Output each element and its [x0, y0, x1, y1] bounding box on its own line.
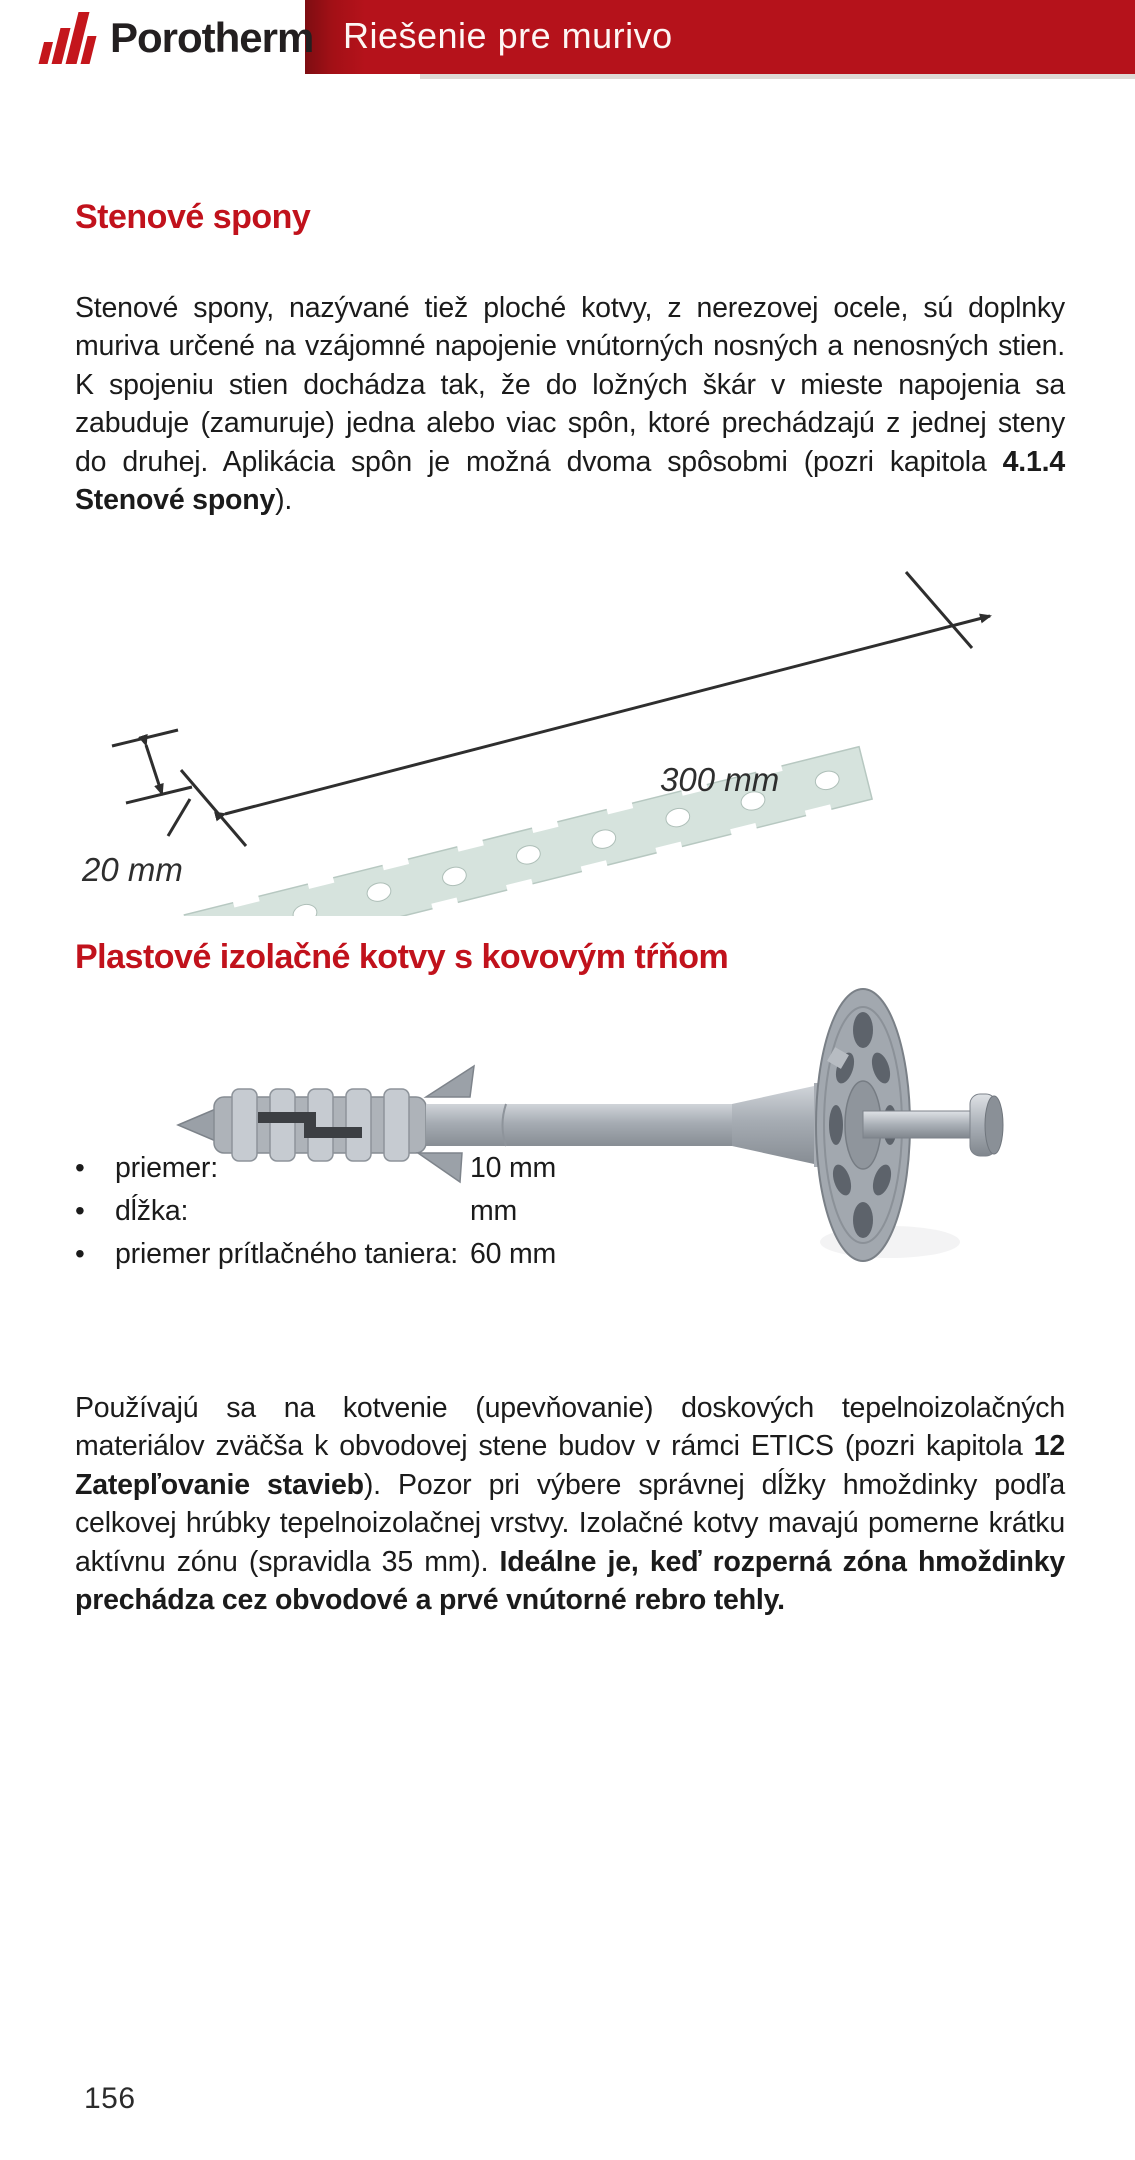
- length-label: 300 mm: [660, 761, 780, 798]
- anchor-expansion-zone: [214, 1089, 426, 1161]
- spec-value: mm: [470, 1195, 518, 1227]
- width-label: 20 mm: [82, 851, 183, 888]
- spec-value: 10 mm: [470, 1152, 557, 1184]
- spec-label: priemer prítlačného taniera:: [115, 1238, 458, 1270]
- porotherm-flame-icon: [38, 10, 100, 66]
- spec-row-diameter: [75, 1152, 695, 1195]
- header-banner-title: Riešenie pre murivo: [343, 15, 673, 57]
- bullet-icon: •: [75, 1238, 85, 1269]
- bullet-icon: •: [75, 1152, 85, 1183]
- bullet-icon: •: [75, 1195, 85, 1226]
- wall-tie-figure: [60, 556, 1000, 916]
- anchor-shaft: [426, 1104, 732, 1146]
- section2-title: Plastové izolačné kotvy s kovovým tŕňom: [75, 938, 729, 976]
- dimension-300mm: [168, 572, 990, 846]
- specs-list: [75, 1152, 695, 1281]
- anchor-tip: [178, 1108, 218, 1142]
- brand-logo: [38, 8, 313, 68]
- spec-value: 60 mm: [470, 1238, 557, 1270]
- header-band-understrip: [420, 74, 1135, 79]
- spec-label: dĺžka:: [115, 1195, 189, 1227]
- page-header: [0, 0, 1135, 80]
- section1-paragraph: Stenové spony, nazývané tiež ploché kotvy, z nerezovej ocele, sú doplnky muriva určené na vzájomné napojenie vnútorných nosných a nenosných stien. K spojeniu stien dochádza tak, že do ložných škár v mieste napojenia sa zabuduje (zamuruje) jedna alebo viac spôn, ktoré prechádzajú z jednej steny do druhej. Aplikácia spôn je možná dvoma spôsobmi (pozri kapitola 4.1.4 Stenové spony).: [75, 291, 1065, 517]
- anchor-barb-top: [426, 1066, 474, 1097]
- anchor-cone: [732, 1086, 814, 1164]
- spec-row-plate-diameter: [75, 1238, 695, 1281]
- header-red-band: [305, 0, 1135, 74]
- spec-label: priemer:: [115, 1152, 218, 1184]
- spec-row-length: [75, 1195, 695, 1238]
- dimension-20mm: [112, 730, 192, 803]
- brand-name: Porotherm: [110, 14, 314, 61]
- page-number: 156: [84, 2082, 136, 2115]
- section2-paragraph: Používajú sa na kotvenie (upevňovanie) doskových tepelnoizolačných materiálov zväčša k obvodovej stene budov v rámci ETICS (pozri kapitola 12 Zatepľovanie stavieb). Pozor pri výbere správnej dĺžky hmoždinky podľa celkovej hrúbky tepelnoizolačnej vrstvy. Izolačné kotvy mavajú pomerne krátku aktívnu zónu (spravidla 35 mm). Ideálne je, keď rozperná zóna hmoždinky prechádza cez obvodové a prvé vnútorné rebro tehly.: [75, 1391, 1065, 1617]
- section1-title: Stenové spony: [75, 198, 311, 236]
